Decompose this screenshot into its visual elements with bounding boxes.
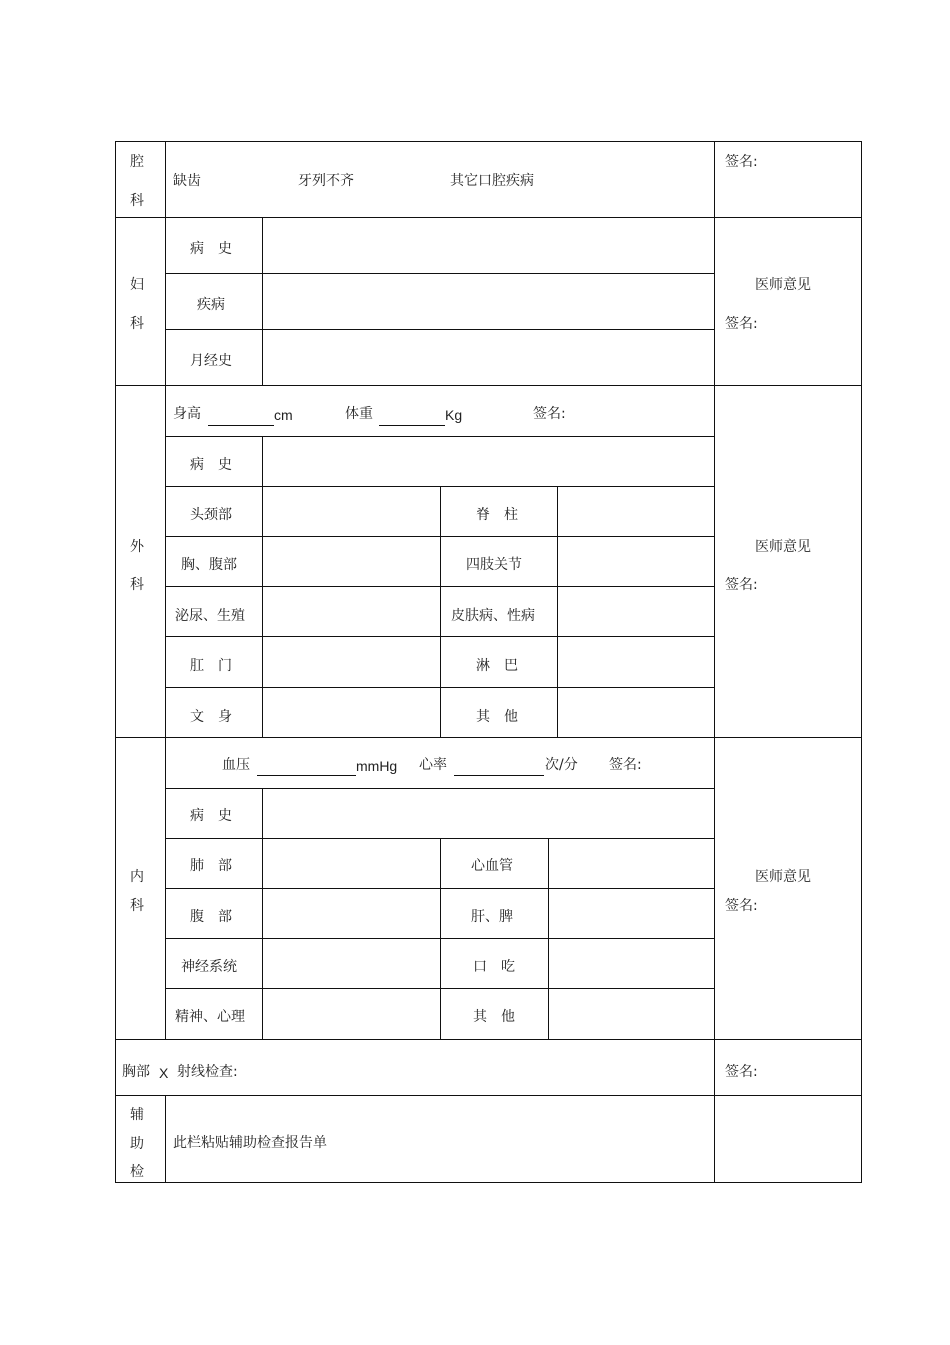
internal-top-sign-label: 签名:: [609, 757, 642, 773]
surgery-history-label: 病 史: [190, 457, 232, 473]
surgery-item-spine: 脊 柱: [476, 507, 518, 523]
internal-dept-char-2: 科: [130, 898, 144, 914]
surgery-item-other: 其 他: [476, 709, 518, 725]
gyn-dept-char-1: 妇: [130, 277, 144, 293]
internal-item-lungs: 肺 部: [190, 858, 232, 874]
surgery-item-anus: 肛 门: [190, 658, 232, 674]
internal-sign-label: 签名:: [725, 898, 758, 914]
surgery-item-tattoo: 文 身: [190, 709, 232, 725]
surgery-weight-unit: Kg: [445, 407, 463, 423]
internal-dept-char-1: 内: [130, 869, 144, 885]
surgery-item-lymph: 淋 巴: [476, 658, 518, 674]
internal-hr-unit: 次/分: [545, 757, 578, 773]
internal-opinion-label: 医师意见: [755, 869, 811, 885]
gyn-opinion-label: 医师意见: [755, 277, 811, 293]
oral-sign-label: 签名:: [725, 154, 758, 170]
gyn-row-disease: 疾病: [197, 297, 225, 313]
surgery-height-label: 身高: [173, 406, 201, 422]
internal-item-cardiovascular: 心血管: [471, 858, 513, 874]
aux-dept-char-1: 辅: [130, 1107, 144, 1123]
xray-sign-label: 签名:: [725, 1064, 758, 1080]
aux-note: 此栏粘贴辅助检查报告单: [173, 1135, 327, 1151]
gyn-row-history: 病 史: [190, 241, 232, 257]
xray-label-pre: 胸部: [122, 1064, 150, 1080]
oral-item-misaligned-teeth: 牙列不齐: [298, 173, 354, 189]
gyn-dept-char-2: 科: [130, 316, 144, 332]
internal-item-stutter: 口 吃: [473, 959, 515, 975]
xray-label-x: X: [159, 1065, 169, 1081]
surgery-item-limbs-joints: 四肢关节: [466, 557, 522, 573]
internal-item-nervous-system: 神经系统: [181, 959, 237, 975]
internal-bp-label: 血压: [222, 757, 250, 773]
surgery-weight-label: 体重: [345, 406, 373, 422]
xray-label-post: 射线检查:: [177, 1064, 238, 1080]
surgery-item-head-neck: 头颈部: [190, 507, 232, 523]
internal-item-other: 其 他: [473, 1009, 515, 1025]
internal-hr-label: 心率: [419, 757, 447, 773]
internal-item-liver-spleen: 肝、脾: [471, 909, 513, 925]
surgery-top-sign-label: 签名:: [533, 406, 566, 422]
surgery-item-skin-std: 皮肤病、性病: [451, 608, 535, 624]
surgery-item-urogenital: 泌尿、生殖: [175, 608, 245, 624]
aux-dept-char-3: 检: [130, 1164, 144, 1180]
aux-dept-char-2: 助: [130, 1136, 144, 1152]
surgery-height-unit: cm: [274, 407, 293, 423]
surgery-dept-char-2: 科: [130, 577, 144, 593]
oral-item-other-disease: 其它口腔疾病: [450, 173, 534, 189]
internal-bp-unit: mmHg: [356, 758, 398, 774]
surgery-sign-label: 签名:: [725, 577, 758, 593]
oral-item-missing-teeth: 缺齿: [173, 173, 201, 189]
gyn-sign-label: 签名:: [725, 316, 758, 332]
internal-history-label: 病 史: [190, 808, 232, 824]
internal-item-mental: 精神、心理: [175, 1009, 245, 1025]
surgery-dept-char-1: 外: [130, 539, 144, 555]
oral-dept-char-2: 科: [130, 193, 144, 209]
surgery-opinion-label: 医师意见: [755, 539, 811, 555]
internal-bp-blank[interactable]: [257, 775, 356, 776]
surgery-weight-blank[interactable]: [379, 425, 445, 426]
surgery-item-chest-abdomen: 胸、腹部: [181, 557, 237, 573]
internal-hr-blank[interactable]: [454, 775, 544, 776]
internal-item-abdomen: 腹 部: [190, 909, 232, 925]
oral-dept-char-1: 腔: [130, 154, 144, 170]
gyn-row-menstrual: 月经史: [190, 353, 232, 369]
surgery-height-blank[interactable]: [208, 425, 274, 426]
